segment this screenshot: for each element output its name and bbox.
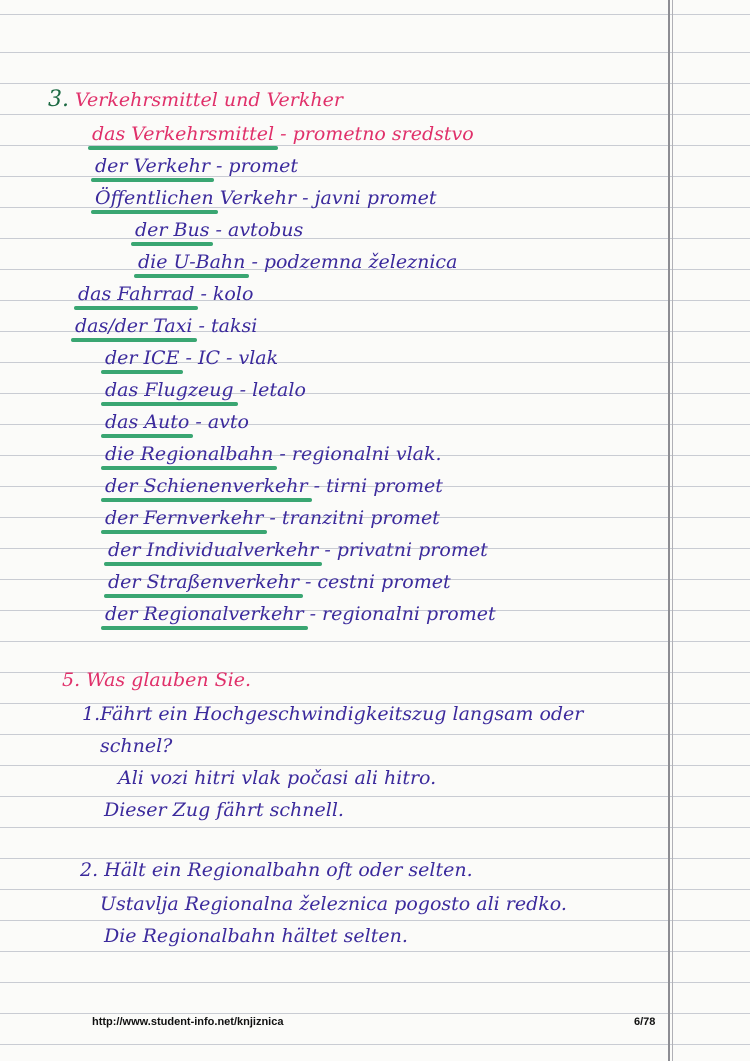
vocab-entry	[92, 122, 474, 146]
vocab-term: Öffentlichen	[95, 187, 214, 209]
vocab-entry	[108, 570, 451, 594]
vocab-translation: - kolo	[200, 283, 254, 305]
question-1-answer: Dieser Zug fährt schnell.	[104, 799, 344, 821]
vocab-translation: - promet	[215, 155, 299, 177]
vocab-entry	[105, 506, 440, 530]
highlighter-underline	[104, 562, 322, 566]
highlighter-underline	[101, 402, 238, 406]
question-1-line-2: schnel?	[100, 735, 173, 757]
section-5-heading	[62, 668, 251, 692]
highlighter-underline	[101, 434, 193, 438]
vocab-term: der Bus	[135, 219, 210, 241]
vocab-translation: - IC - vlak	[185, 347, 279, 369]
vocab-term: das/der Taxi	[75, 315, 193, 337]
vocab-translation: - avtobus	[215, 219, 304, 241]
section-b-title: Verkehrsmittel und Verkher	[75, 89, 343, 111]
highlighter-underline	[131, 242, 213, 246]
footer-page-number: 6/78	[634, 1016, 656, 1028]
vocab-entry	[138, 250, 457, 274]
vocab-translation: - prometno sredstvo	[280, 123, 474, 145]
margin-line	[668, 0, 670, 1061]
highlighter-underline	[104, 594, 303, 598]
highlighter-underline	[71, 338, 197, 342]
highlighter-underline	[101, 498, 312, 502]
vocab-term: der Straßenverkehr	[108, 571, 299, 593]
vocab-term: die Regionalbahn	[105, 443, 274, 465]
vocab-translation: - avto	[195, 411, 249, 433]
vocab-translation: - letalo	[239, 379, 306, 401]
vocab-translation: - podzemna železnica	[251, 251, 458, 273]
vocab-entry	[105, 378, 306, 402]
vocab-entry	[105, 346, 278, 370]
vocab-term-continued: Verkehr	[219, 187, 297, 209]
vocab-entry	[95, 186, 437, 210]
vocab-entry	[105, 410, 249, 434]
highlighter-underline	[88, 146, 278, 150]
highlighter-underline	[134, 274, 249, 278]
vocab-term: das Auto	[105, 411, 190, 433]
vocab-term: der Schienenverkehr	[105, 475, 308, 497]
highlighter-underline	[91, 210, 218, 214]
question-2-answer: Die Regionalbahn hältet selten.	[104, 925, 408, 947]
highlighter-underline	[74, 306, 198, 310]
highlighter-underline	[101, 530, 267, 534]
footer-url: http://www.student-info.net/knjiznica	[92, 1016, 284, 1028]
question-1-translation: Ali vozi hitri vlak počasi ali hitro.	[118, 767, 437, 789]
section-b-number: 3.	[48, 87, 69, 112]
vocab-term: der Individualverkehr	[108, 539, 319, 561]
section-5-number: 5.	[62, 669, 81, 691]
vocab-term: das Fahrrad	[78, 283, 195, 305]
section-b-heading	[48, 88, 343, 112]
section-5-title: Was glauben Sie.	[86, 669, 252, 691]
highlighter-underline	[101, 466, 277, 470]
vocab-translation: - javni promet	[302, 187, 437, 209]
vocab-term: das Flugzeug	[105, 379, 234, 401]
vocab-term: die U-Bahn	[138, 251, 246, 273]
question-2-translation: Ustavlja Regionalna železnica pogosto ali redko.	[100, 893, 567, 915]
vocab-entry	[108, 538, 488, 562]
vocab-term: das Verkehrsmittel	[92, 123, 275, 145]
vocab-translation: - privatni promet	[324, 539, 488, 561]
vocab-entry	[105, 474, 443, 498]
highlighter-underline	[101, 370, 183, 374]
highlighter-underline	[101, 626, 308, 630]
vocab-entry	[105, 602, 496, 626]
vocab-entry	[75, 314, 257, 338]
vocab-term: der Verkehr	[95, 155, 210, 177]
question-1-line-1: 1.Fährt ein Hochgeschwindigkeitszug langsam oder	[82, 703, 584, 725]
highlighter-underline	[91, 178, 214, 182]
vocab-entry	[95, 154, 298, 178]
margin-line-inner	[672, 0, 673, 1061]
vocab-entry	[105, 442, 442, 466]
vocab-translation: - regionalni vlak.	[279, 443, 442, 465]
vocab-entry	[135, 218, 303, 242]
vocab-translation: - regionalni promet	[309, 603, 496, 625]
vocab-translation: - taksi	[198, 315, 258, 337]
vocab-entry	[78, 282, 253, 306]
question-2-line-1: 2. Hält ein Regionalbahn oft oder selten.	[80, 859, 473, 881]
vocab-translation: - tirni promet	[313, 475, 443, 497]
vocab-term: der ICE	[105, 347, 180, 369]
vocab-term: der Fernverkehr	[105, 507, 264, 529]
vocab-translation: - tranzitni promet	[269, 507, 440, 529]
vocab-translation: - cestni promet	[304, 571, 451, 593]
vocab-term: der Regionalverkehr	[105, 603, 304, 625]
